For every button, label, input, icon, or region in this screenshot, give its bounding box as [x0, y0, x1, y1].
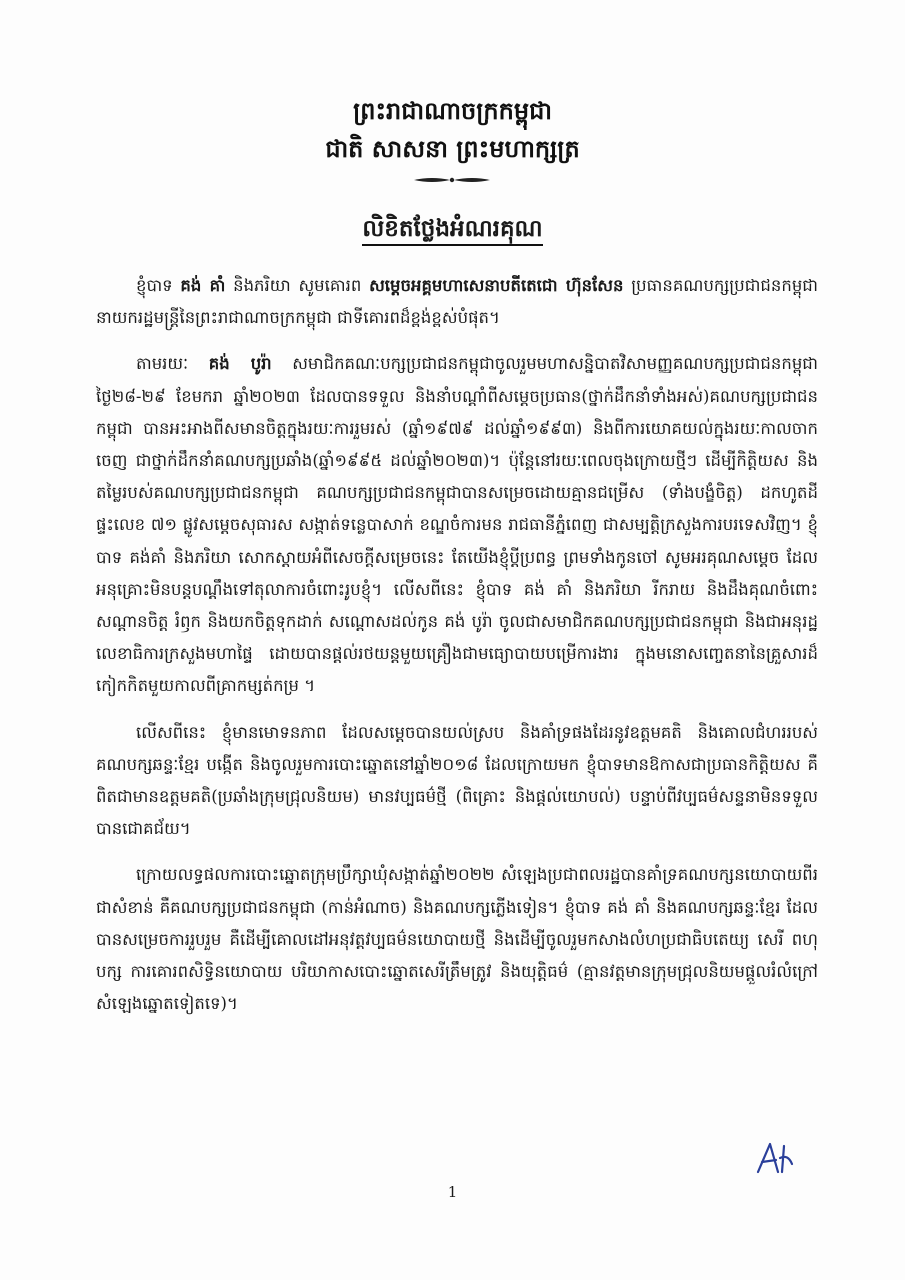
signature-initials	[752, 1138, 798, 1178]
page-number: 1	[447, 1183, 458, 1201]
recipient-name: សម្តេចអគ្គមហាសេនាបតីតេជោ ហ៊ុនសែន	[369, 276, 624, 295]
p2-text-c: សមាជិកគណៈបក្សប្រជាជនកម្ពុជាចូលរួមមហាសន្និបាតវិសាមញ្ញគណបក្សប្រជាជនកម្ពុជាថ្ងៃ២៨-២៩ ខែមករា ឆ្នាំ២០២៣ ដែលបានទទួល និងនាំបណ្តាំពីសម្តេចប្រធាន(ថ្នាក់ដឹកនាំទាំងអស់)គណបក្សប្រជាជនកម្ពុជា បានអះអាងពីសមានចិត្តក្នុងរយៈការរួមរស់ (ឆ្នាំ១៩៧៩ ដល់ឆ្នាំ១៩៩៣) និងពីការយោគយល់ក្នុងរយៈកាលចាកចេញ ជាថ្នាក់ដឹកនាំគណបក្សប្រឆាំង(ឆ្នាំ១៩៩៥ ដល់ឆ្នាំ២០២៣)។ ប៉ុន្តែនៅរយៈពេលចុងក្រោយថ្មីៗ ដើម្បីកិត្តិយស និងតម្លៃរបស់គណបក្សប្រជាជនកម្ពុជា គណបក្សប្រជាជនកម្ពុជាបានសម្រេចដោយគ្មានជម្រើស (ទាំងបង្ខំចិត្ត) ដកហូតដីផ្ទះលេខ ៧១ ផ្លូវសម្តេចសុធារស សង្កាត់ទន្លេបាសាក់ ខណ្ឌចំការមន រាជធានីភ្នំពេញ ជាសម្បត្តិក្រសួងការបរទេសវិញ។ ខ្ញុំបាទ គង់គាំ និងភរិយា សោកស្តាយអំពីសេចក្តីសម្រេចនេះ តែយើងខ្ញុំប្តីប្រពន្ធ ព្រមទាំងកូនចៅ សូមអរគុណសម្តេច ដែលអនុគ្រោះមិនបន្តបណ្តឹងទៅតុលាការចំពោះរូបខ្ញុំ។ លើសពីនេះ ខ្ញុំបាទ គង់ គាំ និងភរិយា រីករាយ និងដឹងគុណចំពោះសណ្តានចិត្ត រំឭក និងយកចិត្តទុកដាក់ សណ្តោសដល់កូន គង់ បូរ៉ា ចូលជាសមាជិកគណបក្សប្រជាជនកម្ពុជា និងជាអនុរដ្ឋលេខាធិការក្រសួងមហាផ្ទៃ ដោយបានផ្តល់រថយន្តមួយគ្រឿងជាមធ្យោបាយបម្រើការងារ ក្នុងមនោសញ្ចេតនានៃគ្រួសារដ៏កៀកកិតមួយកាលពីគ្រាកម្សត់កម្រ ។	[96, 354, 819, 696]
p2-text-a: តាមរយៈ	[136, 354, 209, 374]
paragraph-salutation	[96, 270, 818, 334]
letter-title	[0, 212, 905, 246]
p1-text-c: និងភរិយា សូមគោរព	[225, 276, 370, 295]
p1-text-a: ខ្ញុំបាទ	[136, 276, 181, 295]
paragraph-pride: លើសពីនេះ ខ្ញុំមានមោទនភាព ដែលសម្តេចបានយល់ស្រប និងគាំទ្រផងដែរនូវឧត្តមគតិ និងគោលជំហររបស់គណបក្សឆន្ទៈខ្មែរ បង្កើត និងចូលរួមការបោះឆ្នោតនៅឆ្នាំ២០១៨ ដែលក្រោយមក ខ្ញុំបាទមានឱកាសជាប្រធានកិត្តិយស គឺពិតជាមានឧត្តមគតិ(ប្រឆាំងក្រុមជ្រុលនិយម) មានវប្បធម៌ថ្មី (ពិគ្រោះ និងផ្តល់យោបល់) បន្ទាប់ពីវប្បធម៌សន្ទនាមិនទទួលបានជោគជ័យ។	[96, 722, 818, 839]
paragraph-main	[96, 348, 818, 702]
letter-header	[0, 92, 905, 168]
divider-ornament-icon	[412, 172, 492, 188]
author-name: គង់ គាំ	[180, 276, 226, 295]
national-motto: ជាតិ សាសនា ព្រះមហាក្សត្រ	[325, 134, 580, 163]
paragraph-election: ក្រោយលទ្ធផលការបោះឆ្នោតក្រុមប្រឹក្សាឃុំសង្កាត់ឆ្នាំ២០២២ សំឡេងប្រជាពលរដ្ឋបានគាំទ្រគណបក្សនយោបាយពីរជាសំខាន់ គឺគណបក្សប្រជាជនកម្ពុជា (កាន់អំណាច) និងគណបក្សភ្លើងទៀន។ ខ្ញុំបាទ គង់ គាំ និងគណបក្សឆន្ទៈខ្មែរ ដែលបានសម្រេចការរួបរួម គឺដើម្បីគោលដៅអនុវត្តវប្បធម៌នយោបាយថ្មី និងដើម្បីចូលរួមកសាងលំហប្រជាធិបតេយ្យ សេរី ពហុបក្ស ការគោរពសិទ្ធិនយោបាយ បរិយាកាសបោះឆ្នោតសេរីត្រឹមត្រូវ និងយុត្តិធម៌ (គ្មានវត្តមានក្រុមជ្រុលនិយមផ្តួលរំលំក្រៅសំឡេងឆ្នោតទៀតទេ)។	[96, 865, 818, 1014]
son-name: គង់ បូរ៉ា	[208, 354, 272, 374]
letter-title-text: លិខិតថ្លែងអំណរគុណ	[362, 215, 542, 246]
letter-body	[96, 270, 818, 1034]
kingdom-name: ព្រះរាជាណាចក្រកម្ពុជា	[353, 96, 552, 125]
p1-text-e: ប្រធានគណបក្សប្រជាជនកម្ពុជា នាយករដ្ឋមន្ត្រីនៃព្រះរាជាណាចក្រកម្ពុជា ជាទីគោរពដ៏ខ្ពង់ខ្ពស់បំផុត។	[96, 276, 819, 328]
